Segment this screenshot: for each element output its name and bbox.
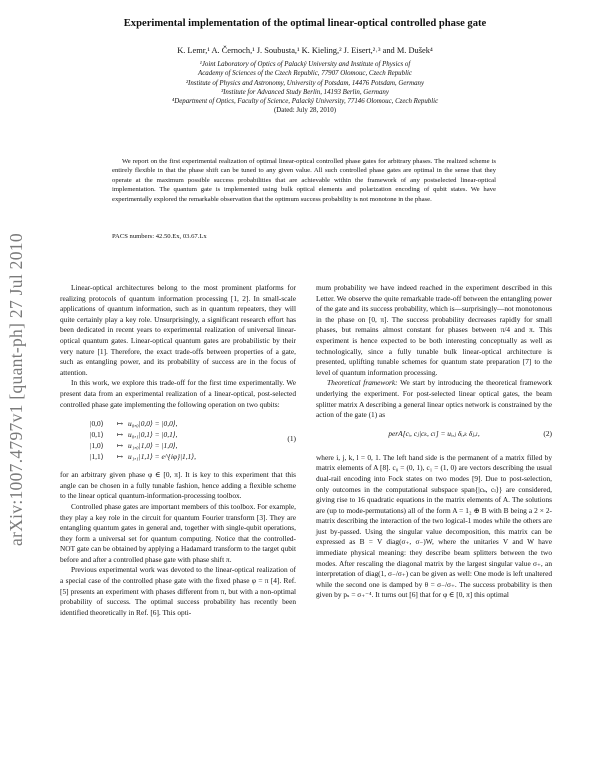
equation-1 [60, 418, 296, 462]
equation-lhs: |0,0⟩ [90, 419, 104, 429]
pacs-numbers: PACS numbers: 42.50.Ex, 03.67.Lx [112, 233, 207, 240]
affiliation-line: ²Institute of Physics and Astronomy, University of Potsdam, 14476 Potsdam, Germany [185, 79, 425, 87]
affiliation-line: ³Institute for Advanced Study Berlin, 14193 Berlin, Germany [221, 88, 389, 96]
equation-line [90, 440, 196, 451]
equation-number: (2) [543, 428, 552, 438]
equation-line [90, 418, 196, 429]
left-column [60, 283, 296, 618]
equation-lhs: |1,1⟩ [90, 452, 104, 462]
arxiv-identifier: arXiv:1007.4797v1 [quant-ph] 27 Jul 2010 [6, 233, 26, 547]
paper-title: Experimental implementation of the optimal linear-optical controlled phase gate [123, 18, 487, 29]
equation-rhs: u₀,₀|0,0⟩ = |0,0⟩, [128, 419, 178, 429]
paragraph: Controlled phase gates are important members of this toolbox. For example, they play a key role in the circuit for quantum Fourier transform [3]. They are entangling quantum gates in general and, together with single-qubit operations, they form a universal set for quantum computing. Notice that the controlled-NOT gate can be obtained by applying a Hadamard transform to the target qubit before and after a controlled phase gate with phase shift π. [60, 501, 296, 564]
equation-lhs: |0,1⟩ [90, 430, 104, 440]
maps-to-symbol: ↦ [116, 430, 124, 440]
equation-line [90, 451, 196, 462]
paragraph-text: We start by introducing the theoretical framework underlying the experiment. For post-selected linear optical gates, the beam splitter matrix A describing a general linear optics network is constrained by the action of the gate (1) as [316, 378, 553, 420]
date-line: (Dated: July 28, 2010) [273, 107, 336, 115]
paragraph: where i, j, k, l = 0, 1. The left hand side is the permanent of a matrix filled by matrix elements of A [8]. c₀ = (0, 1), c₁ = (1, 0) are vectors describing the usual dual-rail encoding into Fock states on two modes [9]. Due to post-selection, only outcomes in the computational subspace span{|cₖ, cₗ⟩} are considered, giving rise to 16 quadratic equations in the matrix elements of A. The solutions are (up to mode-permutations) all of the form A = 1₂ ⊕ B with B being a 2 × 2-matrix describing the interaction of the two logical-1 modes while the others are just by-passed. Using the singular value decomposition, this matrix can be expressed as B = V diag(σ₊, σ₋)W, where the unitaries V and W have immediate physical meaning: they describe beam splitters between the two modes. After rescaling the diagonal matrix by the largest singular value σ₊, an interpretation of diag(1, σ₋/σ₊) can be given as well: One mode is left unaltered while the second one is damped by θ = σ₋/σ₊. The success probability is then given by pₛ = σ₊⁻⁴. It turns out [6] that for φ ∈ [0, π] this optimal [316, 452, 552, 600]
paragraph: mum probability we have indeed reached in the experiment described in this Letter. We observe the quite remarkable trade-off between the entangling power of the gate and its success probability, which is—surprisingly—not monotonous in the phase on [0, π]. The success probability decreases rapidly for small phases, but remains almost constant for phases between π/4 and π. This experiment is hence expected to be both interesting conceptually as well as technologically, since a fully tunable bulk linear-optical architecture is presented, uplifting tunable schemes for quantum state preparation [7] to the level of quantum information processing. [316, 283, 552, 377]
equation-rhs: u₁,₁|1,1⟩ = e^{iφ}|1,1⟩, [128, 452, 196, 462]
author-list: K. Lemr,¹ A. Černoch,¹ J. Soubusta,¹ K. Kieling,² J. Eisert,²˒³ and M. Dušek⁴ [177, 46, 433, 55]
abstract: We report on the first experimental realization of optimal linear-optical controlled phase gates for arbitrary phases. The realized scheme is entirely flexible in that the phase shift can be tuned to any given value. All such controlled phase gates are optimal in the sense that they operate at the maximum possible success probabilities that are achievable within the framework of any postselected linear-optical implementation. The quantum gate is implemented using bulk optical elements and polarization encoding of qubit states. We have experimentally explored the remarkable observation that the optimum success probability is not monotone in the phase. [112, 158, 496, 203]
affiliation-line: ⁴Department of Optics, Faculty of Science, Palacký University, 77146 Olomouc, Czech Republic [171, 98, 439, 106]
right-column [316, 283, 552, 601]
equation-lhs: |1,0⟩ [90, 441, 104, 451]
paragraph: In this work, we explore this trade-off for the first time experimentally. We present data from an experimental realization of a linear-optical, post-selected controlled phase gate implementing the following operation on two qubits: [60, 378, 296, 409]
paragraph: for an arbitrary given phase φ ∈ [0, π]. It is key to this experiment that this angle can be chosen in a fully tunable fashion, hence adding a flexible scheme to the linear optical quantum-information-processing toolbox. [60, 470, 296, 501]
paragraph: Previous experimental work was devoted to the linear-optical realization of a special case of the controlled phase gate with the fixed phase φ = π [4]. Ref. [5] presents an experiment with phases different from π, but with a non-optimal probability of success. The optimal success probability has recently been identified theoretically in Ref. [6]. This opti- [60, 565, 296, 617]
section-runin-heading: Theoretical framework: [327, 378, 398, 388]
maps-to-symbol: ↦ [116, 419, 124, 429]
equation-body: perA[cᵢ, cⱼ|cₖ, cₗ] = uᵢ,ⱼ δᵢ,ₖ δⱼ,ₗ, [388, 428, 480, 438]
paragraph: Linear-optical architectures belong to the most prominent platforms for realizing protocols of quantum information processing [1, 2]. In small-scale applications of quantum information, such as in quantum repeaters, they will quite certainly play a key role. Unsurprisingly, a significant research effort has been dedicated in recent years to experimental realization of universal linear-optical quantum gates. Linear-optical quantum gates are probabilistic by their very nature [1]. Therefore, the exact trade-offs between properties of a gate, such as entangling power, and its probability of success are in the focus of attention. [60, 283, 296, 377]
affiliations [60, 60, 550, 116]
equation-number: (1) [287, 434, 296, 444]
equation-rhs: u₁,₀|1,0⟩ = |1,0⟩, [128, 441, 178, 451]
affiliation-line: Academy of Sciences of the Czech Republic, 77907 Olomouc, Czech Republic [198, 70, 412, 78]
affiliation-line: ¹Joint Laboratory of Optics of Palacký University and Institute of Physics of [199, 61, 411, 68]
equation-rhs: u₀,₁|0,1⟩ = |0,1⟩, [128, 430, 178, 440]
equation-2 [316, 429, 552, 443]
equation-line [90, 429, 196, 440]
paragraph [316, 378, 552, 420]
maps-to-symbol: ↦ [116, 452, 124, 462]
maps-to-symbol: ↦ [116, 441, 124, 451]
